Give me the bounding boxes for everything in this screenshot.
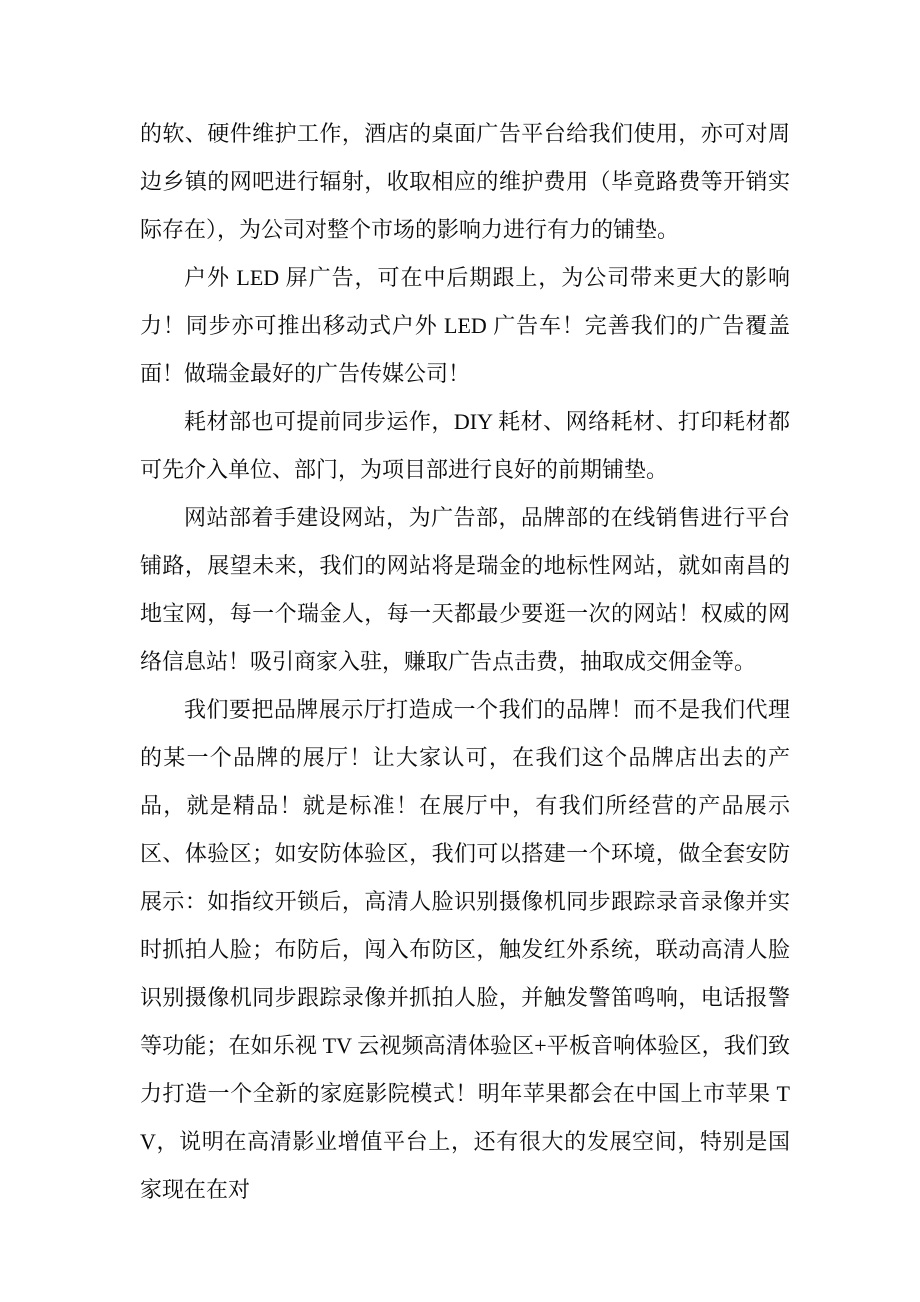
paragraph-website-dept: 网站部着手建设网站，为广告部，品牌部的在线销售进行平台铺路，展望未来，我们的网站将是瑞金的地标性网站，就如南昌的地宝网，每一个瑞金人，每一天都最少要逛一次的网站！权威的网络信息站！吸引商家入驻，赚取广告点击费，抽取成交佣金等。 bbox=[140, 505, 790, 674]
paragraph-outdoor-led-ads: 户外 LED 屏广告，可在中后期跟上，为公司带来更大的影响力！同步亦可推出移动式户外 LED 广告车！完善我们的广告覆盖面！做瑞金最好的广告传媒公司！ bbox=[140, 265, 790, 386]
paragraph-continuation-maintenance: 的软、硬件维护工作，酒店的桌面广告平台给我们使用，亦可对周边乡镇的网吧进行辐射，收取相应的维护费用（毕竟路费等开销实际存在），为公司对整个市场的影响力进行有力的铺垫。 bbox=[140, 121, 790, 242]
paragraph-brand-showroom: 我们要把品牌展示厅打造成一个我们的品牌！而不是我们代理的某一个品牌的展厅！让大家认可，在我们这个品牌店出去的产品，就是精品！就是标准！在展厅中，有我们所经营的产品展示区、体验区；如安防体验区，我们可以搭建一个环境，做全套安防展示：如指纹开锁后，高清人脸识别摄像机同步跟踪录音录像并实时抓拍人脸；布防后，闯入布防区，触发红外系统，联动高清人脸识别摄像机同步跟踪录像并抓拍人脸，并触发警笛鸣响，电话报警等功能；在如乐视 TV 云视频高清体验区+平板音响体验区，我们致力打造一个全新的家庭影院模式！明年苹果都会在中国上市苹果 TV，说明在高清影业增值平台上，还有很大的发展空间，特别是国家现在在对 bbox=[140, 697, 790, 1202]
paragraph-consumables-dept: 耗材部也可提前同步运作，DIY 耗材、网络耗材、打印耗材都可先介入单位、部门，为项目部进行良好的前期铺垫。 bbox=[140, 409, 790, 482]
